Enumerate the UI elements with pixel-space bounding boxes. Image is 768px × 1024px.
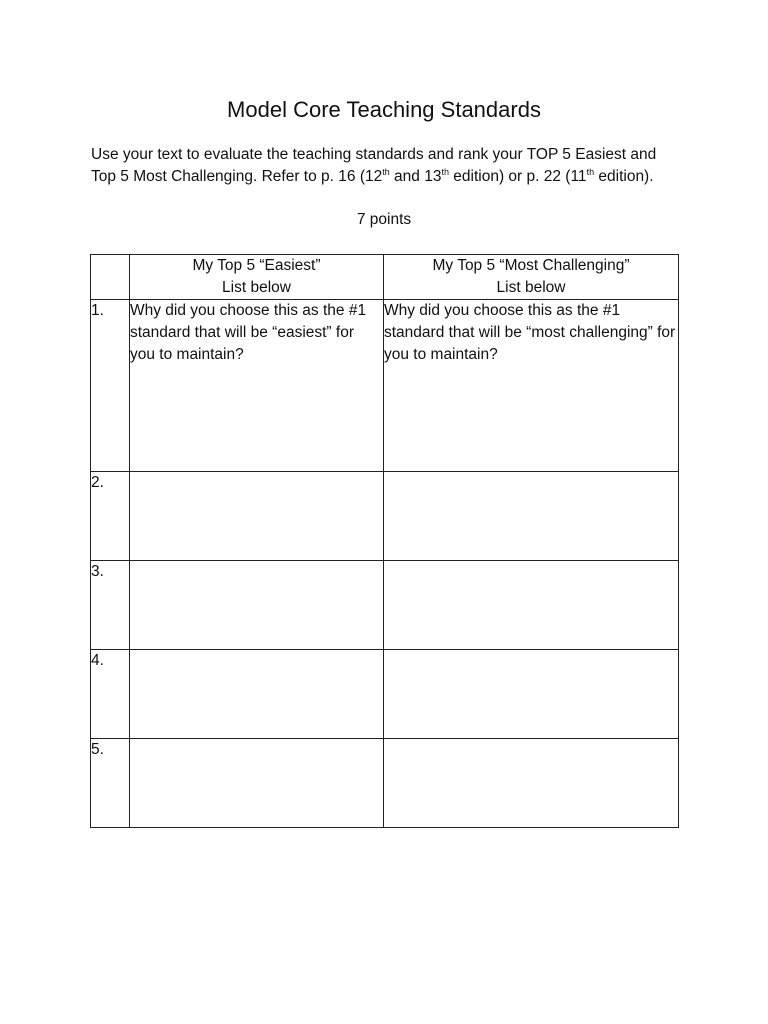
easiest-cell[interactable]: Why did you choose this as the #1 standard that will be “easiest” for you to maintain?: [130, 300, 384, 472]
header-most-challenging: [384, 255, 679, 300]
row-number: 5.: [91, 739, 130, 828]
header-challenging-subtitle: List below: [496, 279, 566, 296]
superscript-th-2: th: [441, 167, 449, 177]
header-number-cell: [91, 255, 130, 300]
easiest-cell[interactable]: [130, 472, 384, 561]
row-number: 3.: [91, 561, 130, 650]
table-row: [91, 472, 679, 561]
table-row: [91, 650, 679, 739]
row-number: 1.: [91, 300, 130, 472]
header-easiest-title: My Top 5 “Easiest”: [192, 257, 321, 274]
table-row: [91, 739, 679, 828]
superscript-th-1: th: [382, 167, 390, 177]
row-number: 4.: [91, 650, 130, 739]
challenging-cell[interactable]: [384, 650, 679, 739]
header-easiest-subtitle: List below: [222, 279, 291, 296]
table-row: [91, 561, 679, 650]
table-row: [91, 300, 679, 472]
document-title: Model Core Teaching Standards: [227, 97, 541, 122]
instructions-paragraph: [91, 144, 681, 188]
table-header-row: [91, 255, 679, 300]
easiest-cell[interactable]: [130, 650, 384, 739]
instructions-text-2: and 13: [389, 168, 442, 185]
challenging-cell[interactable]: [384, 739, 679, 828]
row-number: 2.: [91, 472, 130, 561]
easiest-cell[interactable]: [130, 561, 384, 650]
easiest-cell[interactable]: [130, 739, 384, 828]
instructions-text-3: edition) or p. 22 (11: [448, 168, 587, 185]
challenging-cell[interactable]: [384, 561, 679, 650]
points-label: 7 points: [356, 211, 412, 228]
challenging-cell[interactable]: [384, 472, 679, 561]
rankings-table: [90, 254, 679, 828]
header-challenging-title: My Top 5 “Most Challenging”: [432, 257, 630, 274]
superscript-th-3: th: [586, 167, 595, 177]
instructions-text-1: Use your text to evaluate the teaching standards and rank your TOP 5 Easiest and Top 5 Most Challenging. Refer to p. 16 (12: [91, 146, 657, 185]
header-easiest: [130, 255, 384, 300]
instructions-text-4: edition).: [594, 168, 654, 185]
challenging-cell[interactable]: Why did you choose this as the #1 standard that will be “most challenging” for you to maintain?: [384, 300, 679, 472]
